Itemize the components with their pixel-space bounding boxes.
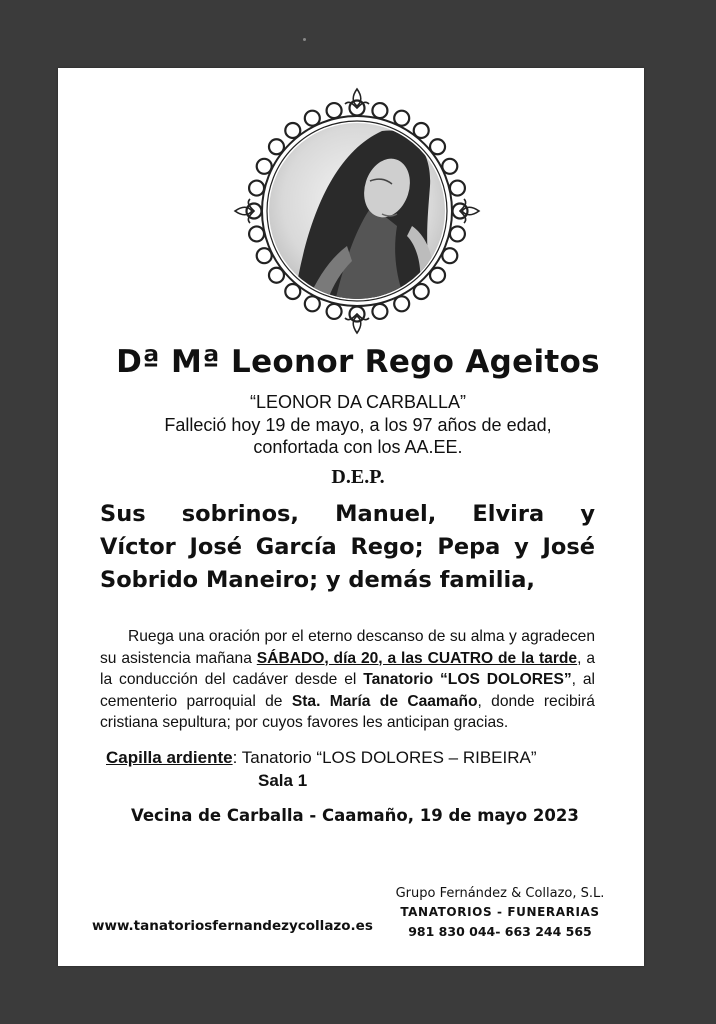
chapel-separator: : — [232, 748, 242, 767]
family-line: Sobrido Maneiro; y demás familia, — [100, 567, 535, 593]
virgin-mary-portrait-icon — [232, 86, 482, 336]
company-name: Grupo Fernández & Collazo, S.L. — [395, 886, 605, 901]
company-type: TANATORIOS - FUNERARIAS — [400, 905, 600, 919]
prayer-text: , a — [577, 649, 595, 667]
deceased-name: Dª Mª Leonor Rego Ageitos — [116, 344, 600, 380]
frame-scallop — [249, 226, 264, 241]
frame-scallop — [327, 103, 342, 118]
prayer-text: su asistencia mañana — [100, 649, 257, 667]
prayer-text: , donde recibirá — [477, 692, 595, 710]
chapel-label: Capilla ardiente — [106, 748, 233, 767]
frame-scallop — [327, 304, 342, 319]
frame-scallop — [394, 111, 409, 126]
family-paragraph — [100, 498, 595, 597]
company-phones: 981 830 044- 663 244 565 — [408, 924, 592, 939]
prayer-text: , al — [571, 671, 595, 688]
residence-date-line: Vecina de Carballa - Caamaño, 19 de mayo 2023 — [131, 806, 579, 825]
frame-scallop — [450, 226, 465, 241]
prayer-line: cristiana sepultura; por cuyos favores les anticipan gracias. — [100, 714, 509, 731]
deceased-nickname: “LEONOR DA CARBALLA” — [249, 392, 467, 412]
family-line: Víctor José García Rego; Pepa y José — [100, 534, 595, 560]
prayer-text: cementerio parroquial de — [100, 692, 292, 710]
frame-scallop — [372, 304, 387, 319]
death-notice-line: Falleció hoy 19 de mayo, a los 97 años de edad, — [164, 415, 552, 435]
frame-scallop — [442, 159, 457, 174]
prayer-line — [100, 648, 595, 670]
chapel-info — [106, 746, 537, 792]
frame-scallop — [305, 296, 320, 311]
death-notice — [58, 414, 658, 458]
prayer-line — [100, 691, 595, 713]
frame-scallop — [257, 248, 272, 263]
prayer-line: Ruega una oración por el eterno descanso de su alma y agradecen — [128, 628, 595, 645]
scan-speck — [303, 38, 306, 41]
chapel-place: Tanatorio “LOS DOLORES – RIBEIRA” — [241, 748, 537, 767]
cemetery-name: Sta. María de Caamaño — [291, 692, 478, 710]
prayer-paragraph — [100, 626, 595, 734]
frame-scallop — [442, 248, 457, 263]
frame-scallop — [305, 111, 320, 126]
frame-scallop — [372, 103, 387, 118]
chapel-room: Sala 1 — [258, 771, 308, 790]
frame-scallop — [257, 159, 272, 174]
company-block — [380, 884, 620, 941]
funeral-home: Tanatorio “LOS DOLORES” — [363, 671, 572, 688]
family-line: Sus sobrinos, Manuel, Elvira y — [100, 501, 595, 527]
frame-scallop — [249, 181, 264, 196]
prayer-line — [100, 669, 595, 691]
prayer-text: la conducción del cadáver desde el — [100, 671, 364, 688]
dep-heading: D.E.P. — [331, 466, 385, 488]
website-link[interactable]: www.tanatoriosfernandezycollazo.es — [92, 918, 373, 934]
frame-scallop — [450, 181, 465, 196]
death-notice-line: confortada con los AA.EE. — [253, 437, 463, 457]
funeral-time: SÁBADO, día 20, a las CUATRO de la tarde — [256, 649, 578, 667]
frame-scallop — [394, 296, 409, 311]
